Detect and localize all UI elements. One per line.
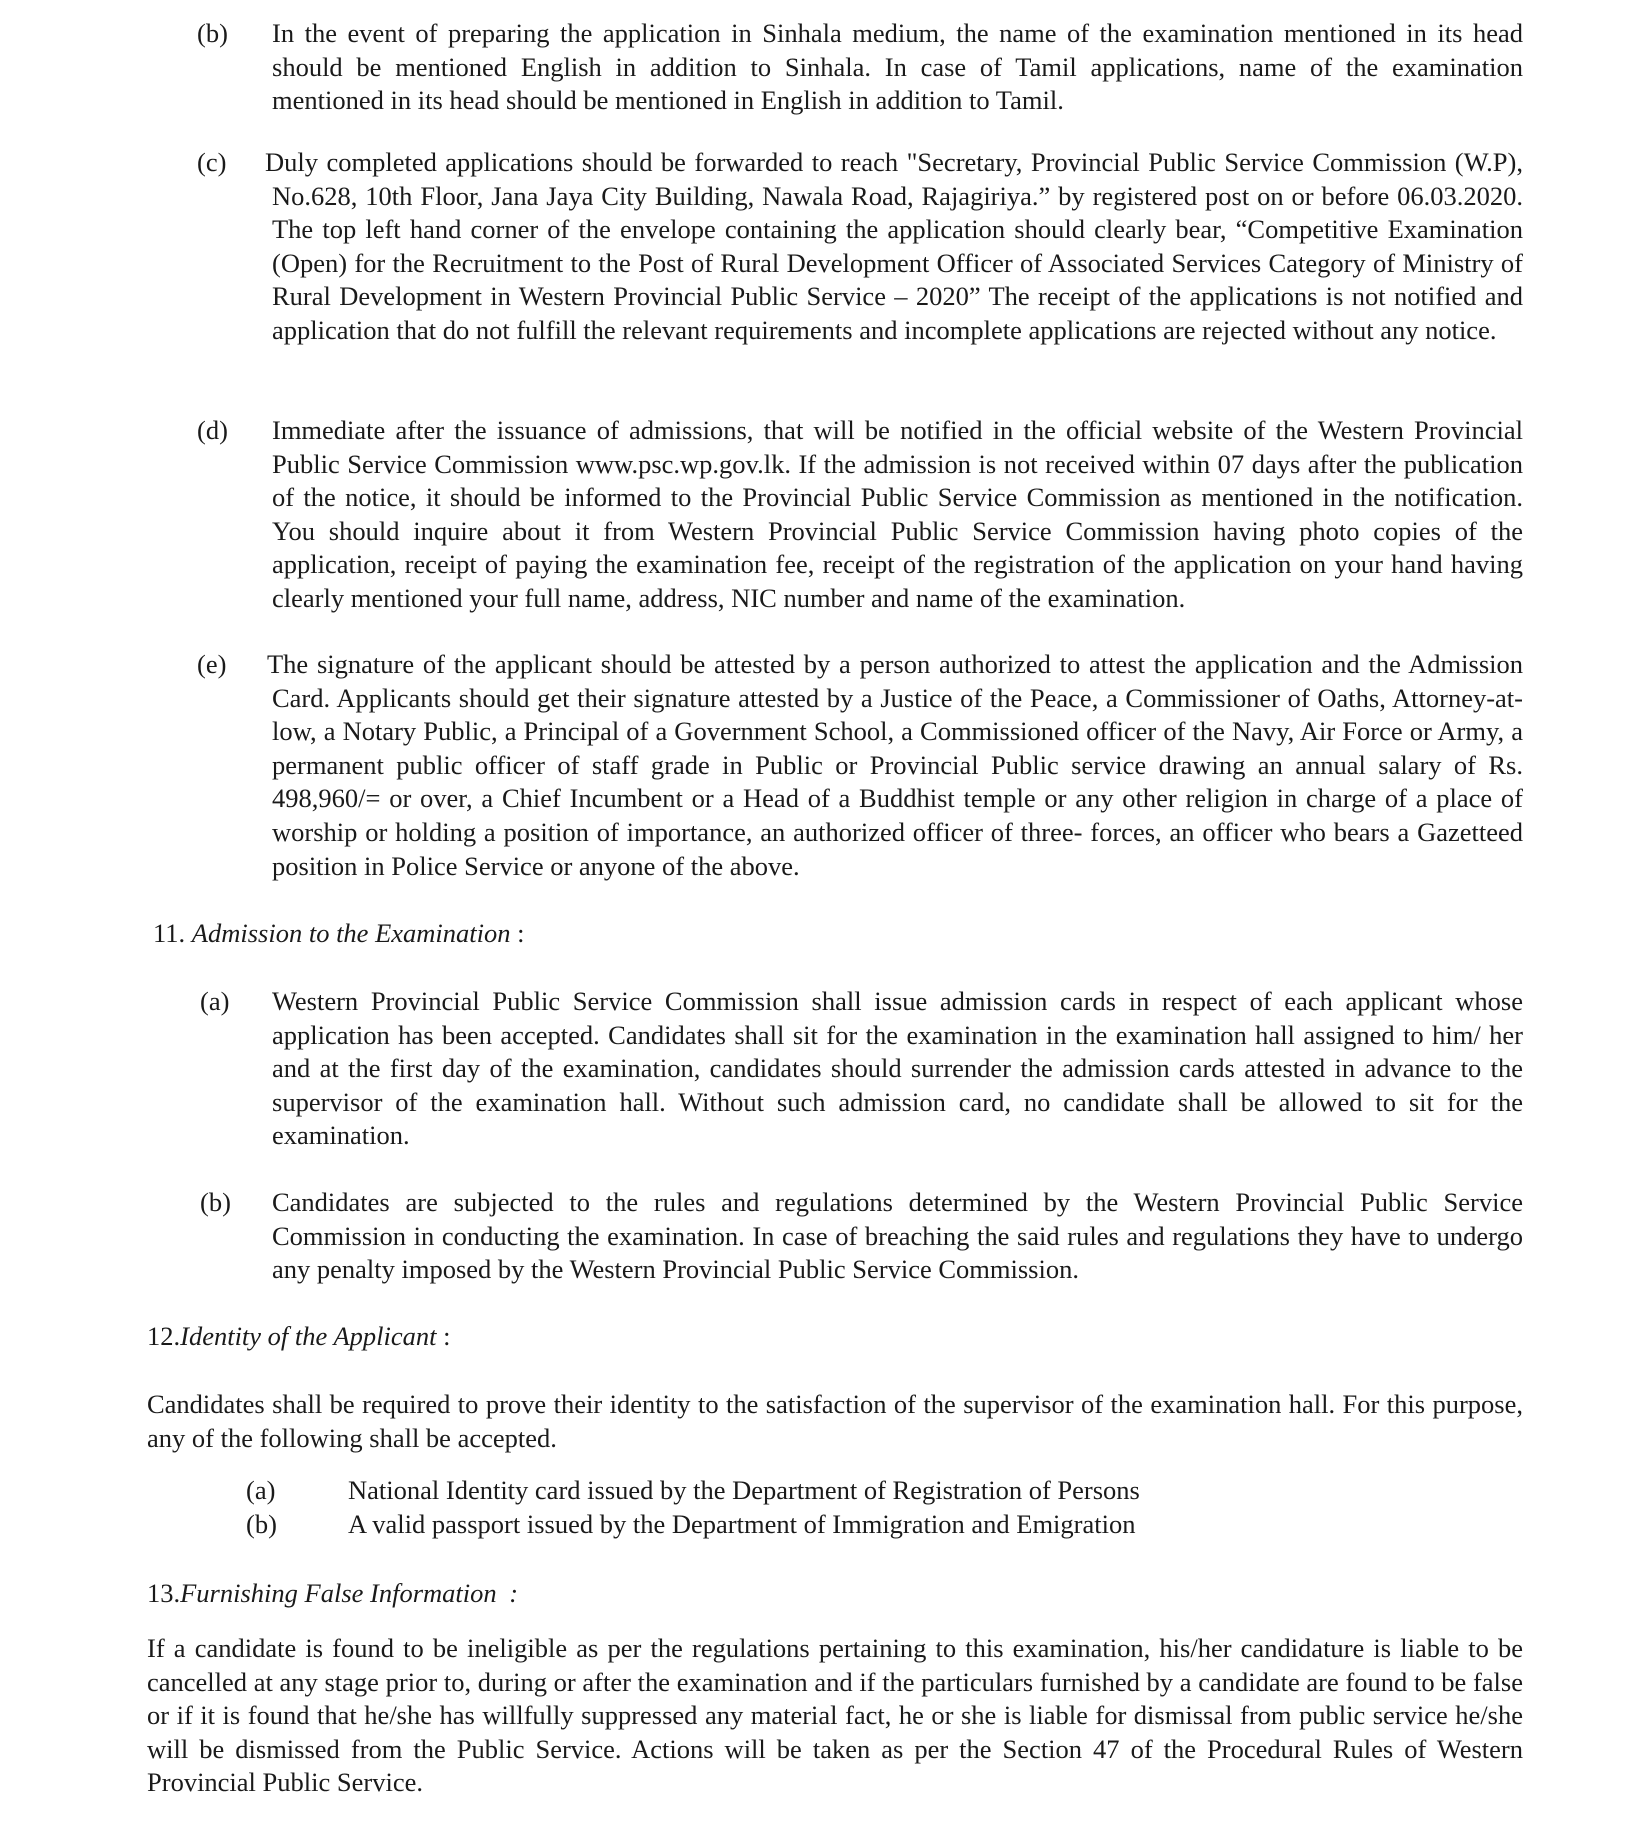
- paragraph-10b: In the event of preparing the application in Sinhala medium, the name of the examination mentioned in its head should be mentioned English in addition to Sinhala. In case of Tamil applications, name of the examination mentioned in its head should be mentioned in English in addition to Tamil.: [272, 18, 1523, 116]
- section-colon-11: :: [517, 918, 525, 948]
- paragraph-10e: The signature of the applicant should be attested by a person authorized to attest the application and the Admission Card. Applicants should get their signature attested by a Justice of the Peace, a Commissioner of Oaths, Attorney-at-low, a Notary Public, a Principal of a Government School, a Commissioned officer of the Navy, Air Force or Army, a permanent public officer of staff grade in Public or Provincial Public service drawing an annual salary of Rs. 498,960/= or over, a Chief Incumbent or a Head of a Buddhist temple or any other religion in charge of a place of worship or holding a position of importance, an authorized officer of three- forces, an officer who bears a Gazetteed position in Police Service or anyone of the above.: [267, 649, 1523, 881]
- paragraph-11a: Western Provincial Public Service Commission shall issue admission cards in respect of each applicant whose application has been accepted. Candidates shall sit for the examination in the examination hall assigned to him/ her and at the first day of the examination, candidates should surrender the admission cards attested in advance to the supervisor of the examination hall. Without such admission card, no candidate shall be allowed to sit for the examination.: [272, 986, 1523, 1151]
- section-title-11: Admission to the Examination: [191, 918, 511, 948]
- section-number-13: 13.: [147, 1578, 181, 1608]
- paragraph-13: If a candidate is found to be ineligible as per the regulations pertaining to this examination, his/her candidature is liable to be cancelled at any stage prior to, during or after the examination and if the particulars furnished by a candidate are found to be false or if it is found that he/she has willfully suppressed any material fact, he or she is liable for dismissal from public service he/she will be dismissed from the Public Service. Actions will be taken as per the Section 47 of the Procedural Rules of Western Provincial Public Service.: [147, 1633, 1523, 1798]
- section-colon-12: :: [443, 1321, 451, 1351]
- item-label-10c: (c): [197, 147, 227, 177]
- paragraph-12-intro: Candidates shall be required to prove their identity to the satisfaction of the supervisor of the examination hall. For this purpose, any of the following shall be accepted.: [147, 1389, 1523, 1453]
- paragraph-11b: Candidates are subjected to the rules and regulations determined by the Western Provincial Public Service Commission in conducting the examination. In case of breaching the said rules and regulations they have to undergo any penalty imposed by the Western Provincial Public Service Commission.: [272, 1187, 1523, 1285]
- paragraph-10c: Duly completed applications should be forwarded to reach "Secretary, Provincial Public Service Commission (W.P), No.628, 10th Floor, Jana Jaya City Building, Nawala Road, Rajagiriya.” by registered post on or before 06.03.2020. The top left hand corner of the envelope containing the application should clearly bear, “Competitive Examination (Open) for the Recruitment to the Post of Rural Development Officer of Associated Services Category of Ministry of Rural Development in Western Provincial Public Service – 2020” The receipt of the applications is not notified and application that do not fulfill the relevant requirements and incomplete applications are rejected without any notice.: [265, 147, 1523, 345]
- section-number-12: 12.: [147, 1321, 181, 1351]
- list-item-12b: A valid passport issued by the Department of Immigration and Emigration: [348, 1509, 1136, 1539]
- item-label-10b: (b): [197, 18, 228, 48]
- section-heading-12: [147, 1320, 450, 1354]
- list-item-12a: National Identity card issued by the Department of Registration of Persons: [348, 1475, 1140, 1505]
- section-number-11: 11.: [153, 918, 186, 948]
- section-heading-11: [153, 917, 525, 951]
- item-label-10e: (e): [197, 649, 227, 679]
- section-colon-13: :: [509, 1578, 519, 1608]
- paragraph-10d: Immediate after the issuance of admissions, that will be notified in the official website of the Western Provincial Public Service Commission www.psc.wp.gov.lk. If the admission is not received within 07 days after the publication of the notice, it should be informed to the Provincial Public Service Commission as mentioned in the notification. You should inquire about it from Western Provincial Public Service Commission having photo copies of the application, receipt of paying the examination fee, receipt of the registration of the application on your hand having clearly mentioned your full name, address, NIC number and name of the examination.: [272, 415, 1523, 613]
- item-label-11a: (a): [200, 986, 230, 1016]
- section-title-12: Identity of the Applicant: [180, 1321, 437, 1351]
- section-heading-13: [147, 1577, 518, 1611]
- list-label-12b: (b): [246, 1509, 277, 1539]
- item-label-11b: (b): [200, 1187, 231, 1217]
- section-title-13: Furnishing False Information: [180, 1578, 497, 1608]
- list-label-12a: (a): [246, 1475, 276, 1505]
- item-label-10d: (d): [197, 415, 228, 445]
